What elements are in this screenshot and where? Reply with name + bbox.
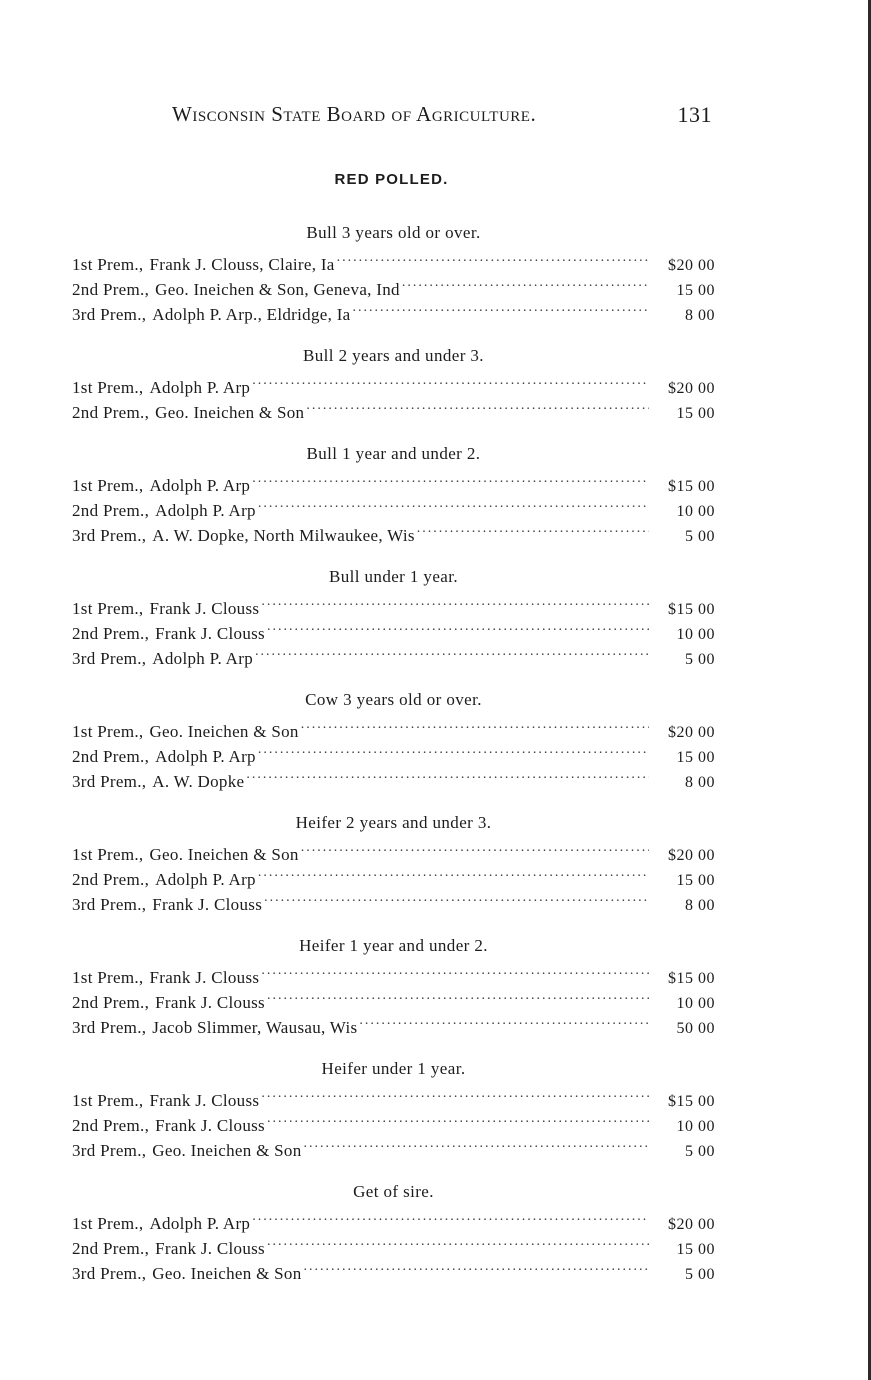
page-number: 131 [677,102,712,127]
premium-entry [72,466,715,495]
exhibitor-name: Geo. Ineichen & Son, Geneva, Ind [155,280,400,299]
exhibitor-name: Geo. Ineichen & Son [149,845,299,864]
exhibitor-name: Frank J. Clouss, Claire, Ia [149,255,335,274]
premium-amount: $15 00 [668,1093,715,1110]
premium-amount: $20 00 [668,257,715,274]
exhibitor-name: Frank J. Clouss [149,968,260,987]
exhibitor-name: Adolph P. Arp [149,1214,251,1233]
dot-leader [252,466,649,491]
premium-place: 3rd Prem., [72,1264,147,1283]
dot-leader [267,983,649,1008]
premium-amount: $15 00 [668,601,715,618]
dot-leader [252,1204,649,1229]
premium-place: 1st Prem., [72,722,144,741]
class-heading: Heifer 1 year and under 2. [299,936,488,955]
premium-amount: 15 00 [676,749,715,766]
exhibitor-name: Adolph P. Arp [149,476,251,495]
class-heading: Cow 3 years old or over. [305,690,482,709]
class-heading: Bull 3 years old or over. [306,223,481,242]
premium-amount: 8 00 [685,897,715,914]
dot-leader [301,835,649,860]
dot-leader [255,639,649,664]
premium-entry [72,1081,715,1110]
exhibitor-name: Geo. Ineichen & Son [155,403,305,422]
premium-amount: 15 00 [676,405,715,422]
premium-amount: 5 00 [685,528,715,545]
exhibitor-name: Adolph P. Arp [155,870,256,889]
premium-amount: 8 00 [685,774,715,791]
premium-place: 1st Prem., [72,845,144,864]
dot-leader [402,270,649,295]
dot-leader [337,245,649,270]
class-heading: Bull under 1 year. [328,567,458,586]
dot-leader [304,1254,649,1279]
premium-amount: 5 00 [685,1266,715,1283]
premium-place: 1st Prem., [72,1214,144,1233]
class-heading: Heifer 2 years and under 3. [295,813,492,832]
premium-entry [72,835,715,864]
premium-place: 1st Prem., [72,476,144,495]
exhibitor-name: Adolph P. Arp [155,501,256,520]
premium-class [72,934,715,1037]
premium-amount: 15 00 [676,282,715,299]
exhibitor-name: A. W. Dopke [152,772,245,791]
premium-place: 2nd Prem., [72,993,150,1012]
dot-leader [267,1106,649,1131]
dot-leader [353,295,649,320]
premium-entry [72,1204,715,1233]
dot-leader [258,737,649,762]
premium-place: 2nd Prem., [72,1239,150,1258]
premium-entry [72,712,715,741]
exhibitor-name: Frank J. Clouss [149,599,260,618]
dot-leader [306,393,649,418]
premium-amount: 10 00 [676,503,715,520]
premium-place: 1st Prem., [72,1091,144,1110]
premium-amount: $20 00 [668,380,715,397]
dot-leader [261,958,649,983]
premium-class [72,1057,715,1160]
class-heading: Get of sire. [353,1182,434,1201]
premium-amount: 10 00 [676,1118,715,1135]
exhibitor-name: Frank J. Clouss [149,1091,260,1110]
premium-amount: 5 00 [685,1143,715,1160]
premium-class [72,1180,715,1283]
premium-list [72,221,715,1303]
premium-class [72,344,715,422]
premium-amount: $20 00 [668,847,715,864]
premium-amount: 15 00 [676,1241,715,1258]
premium-place: 3rd Prem., [72,649,147,668]
running-header [172,102,720,127]
premium-amount: 15 00 [676,872,715,889]
premium-entry [72,368,715,397]
exhibitor-name: A. W. Dopke, North Milwaukee, Wis [152,526,415,545]
exhibitor-name: Adolph P. Arp [149,378,251,397]
premium-amount: $15 00 [668,970,715,987]
premium-place: 2nd Prem., [72,1116,150,1135]
exhibitor-name: Frank J. Clouss [155,1239,265,1258]
dot-leader [252,368,649,393]
class-heading: Bull 2 years and under 3. [303,346,484,365]
dot-leader [267,614,649,639]
premium-amount: 10 00 [676,626,715,643]
premium-place: 2nd Prem., [72,280,150,299]
premium-place: 2nd Prem., [72,403,150,422]
premium-amount: 50 00 [676,1020,715,1037]
dot-leader [246,762,649,787]
premium-amount: $15 00 [668,478,715,495]
premium-place: 1st Prem., [72,599,144,618]
dot-leader [267,1229,649,1254]
premium-class [72,442,715,545]
premium-place: 3rd Prem., [72,526,147,545]
premium-place: 2nd Prem., [72,747,150,766]
premium-amount: 8 00 [685,307,715,324]
dot-leader [417,516,649,541]
premium-place: 2nd Prem., [72,501,150,520]
exhibitor-name: Geo. Ineichen & Son [149,722,299,741]
premium-class [72,688,715,791]
class-heading: Bull 1 year and under 2. [306,444,481,463]
premium-class [72,811,715,914]
premium-place: 3rd Prem., [72,772,147,791]
premium-place: 1st Prem., [72,378,144,397]
premium-place: 3rd Prem., [72,305,147,324]
exhibitor-name: Frank J. Clouss [155,624,265,643]
premium-entry [72,589,715,618]
dot-leader [264,885,649,910]
dot-leader [261,589,649,614]
premium-class [72,221,715,324]
exhibitor-name: Geo. Ineichen & Son [152,1141,302,1160]
dot-leader [261,1081,649,1106]
class-heading: Heifer under 1 year. [321,1059,466,1078]
premium-place: 3rd Prem., [72,895,147,914]
exhibitor-name: Adolph P. Arp., Eldridge, Ia [152,305,351,324]
dot-leader [258,491,649,516]
exhibitor-name: Adolph P. Arp [152,649,254,668]
premium-amount: 10 00 [676,995,715,1012]
premium-class [72,565,715,668]
premium-place: 3rd Prem., [72,1141,147,1160]
exhibitor-name: Frank J. Clouss [155,1116,265,1135]
exhibitor-name: Frank J. Clouss [155,993,265,1012]
premium-amount: 5 00 [685,651,715,668]
section-title: RED POLLED. [334,171,449,188]
exhibitor-name: Adolph P. Arp [155,747,256,766]
premium-place: 2nd Prem., [72,624,150,643]
running-header-title: Wisconsin State Board of Agriculture. [172,102,537,126]
dot-leader [359,1008,649,1033]
exhibitor-name: Jacob Slimmer, Wausau, Wis [152,1018,358,1037]
premium-place: 1st Prem., [72,255,144,274]
dot-leader [304,1131,649,1156]
premium-amount: $20 00 [668,1216,715,1233]
exhibitor-name: Frank J. Clouss [152,895,263,914]
premium-entry [72,245,715,274]
dot-leader [301,712,649,737]
dot-leader [258,860,649,885]
premium-place: 3rd Prem., [72,1018,147,1037]
premium-place: 1st Prem., [72,968,144,987]
exhibitor-name: Geo. Ineichen & Son [152,1264,302,1283]
premium-place: 2nd Prem., [72,870,150,889]
premium-amount: $20 00 [668,724,715,741]
premium-entry [72,958,715,987]
